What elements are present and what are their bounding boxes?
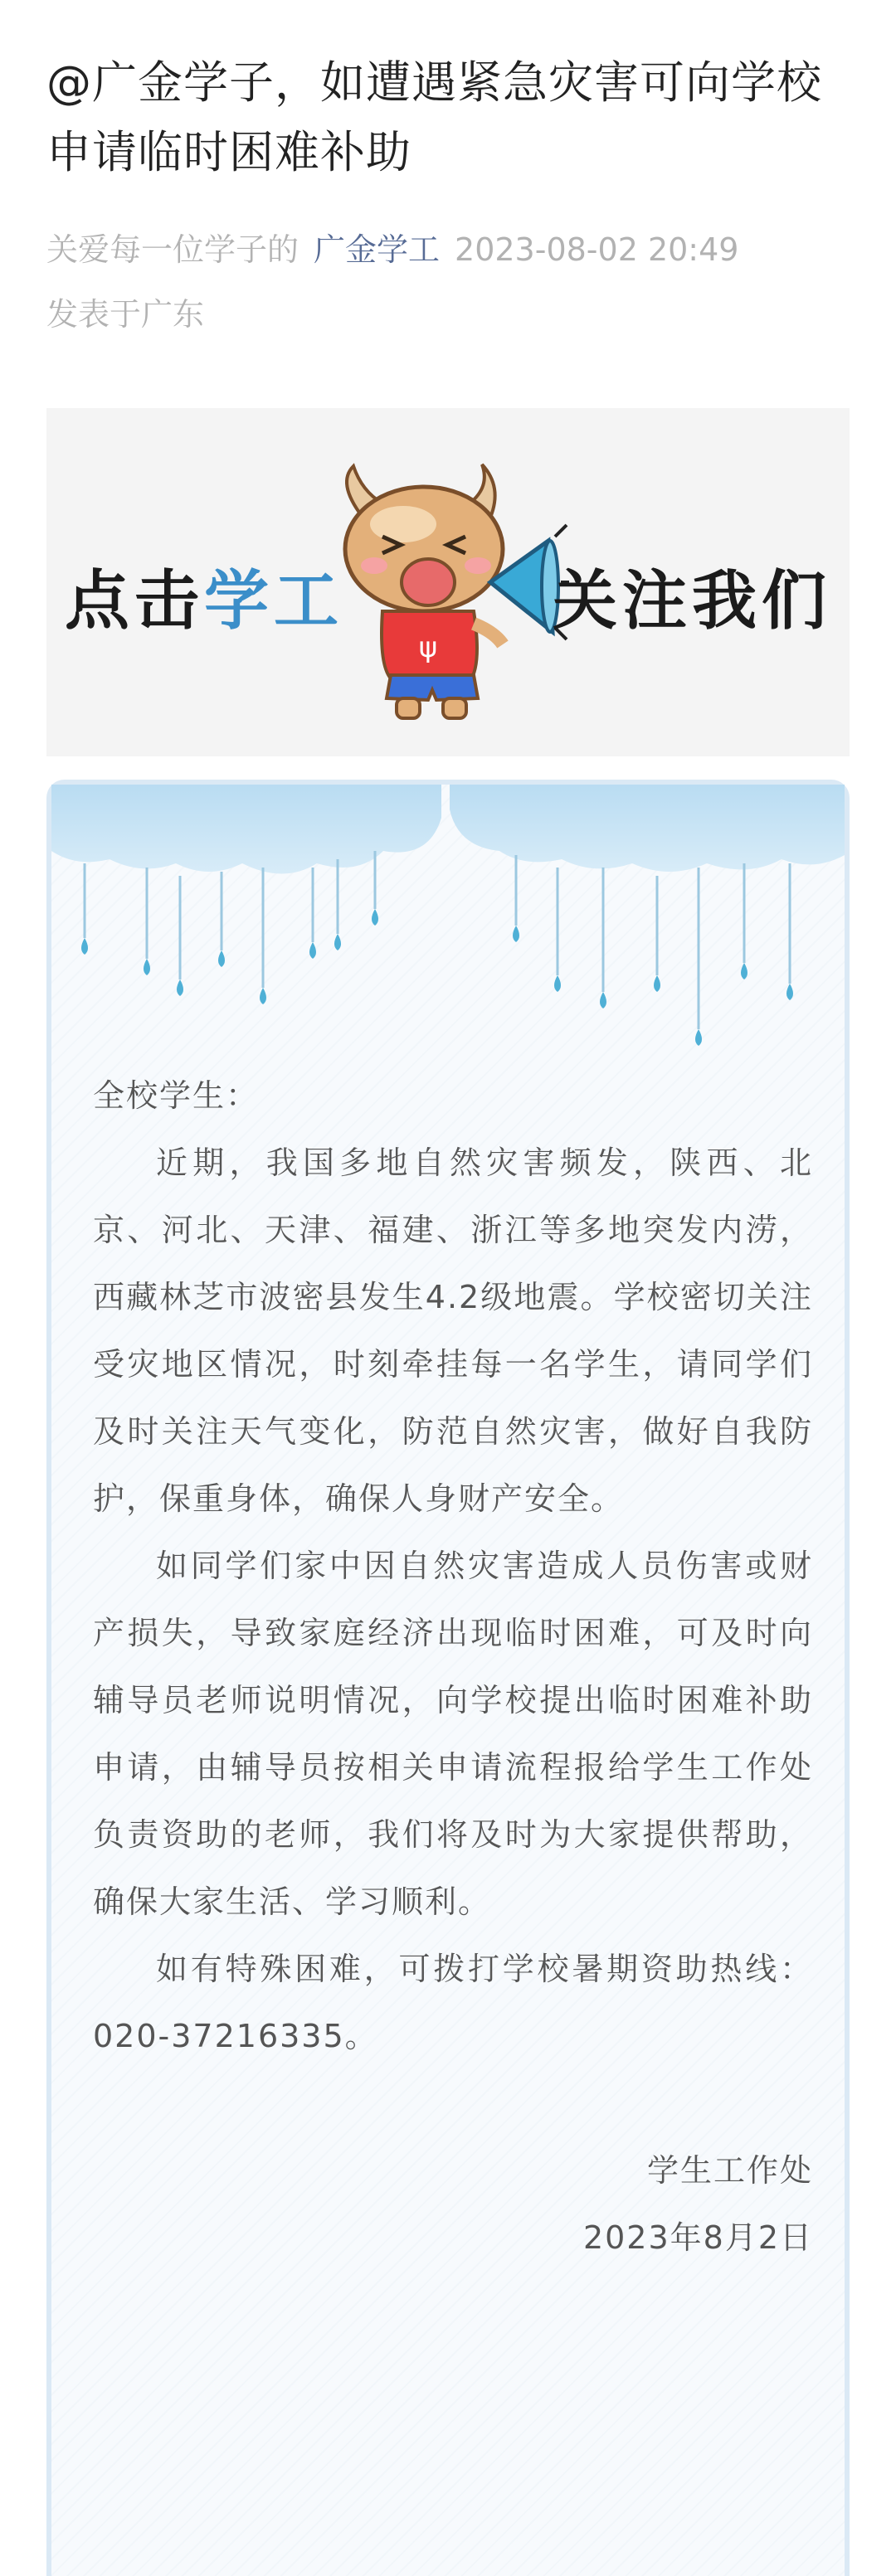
letter-body	[93, 1062, 813, 2272]
banner-left-text: 点击学工	[65, 563, 344, 639]
follow-banner[interactable]	[46, 408, 850, 756]
publish-datetime: 2023-08-02 20:49	[455, 231, 739, 268]
article-meta	[46, 217, 859, 347]
letter-signature: 学生工作处	[646, 2152, 813, 2189]
letter-card	[46, 780, 850, 2576]
letter-date: 2023年8月2日	[582, 2219, 813, 2256]
letter-paragraph: 如同学们家中因自然灾害造成人员伤害或财产损失，导致家庭经济出现临时困难，可及时向辅导员老师说明情况，向学校提出临时困难补助申请，由辅导员按相关申请流程报给学生工作处负责资助的老师，我们将及时为大家提供帮助，确保大家生活、学习顺利。	[93, 1548, 813, 1920]
letter-paragraph: 近期，我国多地自然灾害频发，陕西、北京、河北、天津、福建、浙江等多地突发内涝，西藏林芝市波密县发生4.2级地震。学校密切关注受灾地区情况，时刻牵挂每一名学生，请同学们及时关注天气变化，防范自然灾害，做好自我防护，保重身体，确保人身财产安全。	[93, 1145, 813, 1517]
letter-paragraph: 如有特殊困难，可拨打学校暑期资助热线：020-37216335。	[93, 1951, 813, 2054]
article-title: @广金学子，如遭遇紧急灾害可向学校申请临时困难补助	[46, 56, 822, 178]
letter-salutation: 全校学生：	[93, 1077, 260, 1114]
account-name-link[interactable]: 广金学工	[314, 231, 441, 268]
svg-text:ψ: ψ	[418, 631, 438, 664]
meta-prefix: 关爱每一位学子的	[46, 231, 299, 268]
publish-location: 发表于广东	[46, 296, 205, 333]
cow-mascot-icon	[304, 458, 569, 731]
banner-right-text: 关注我们	[553, 563, 832, 639]
rain-cloud-icon	[51, 785, 845, 1067]
